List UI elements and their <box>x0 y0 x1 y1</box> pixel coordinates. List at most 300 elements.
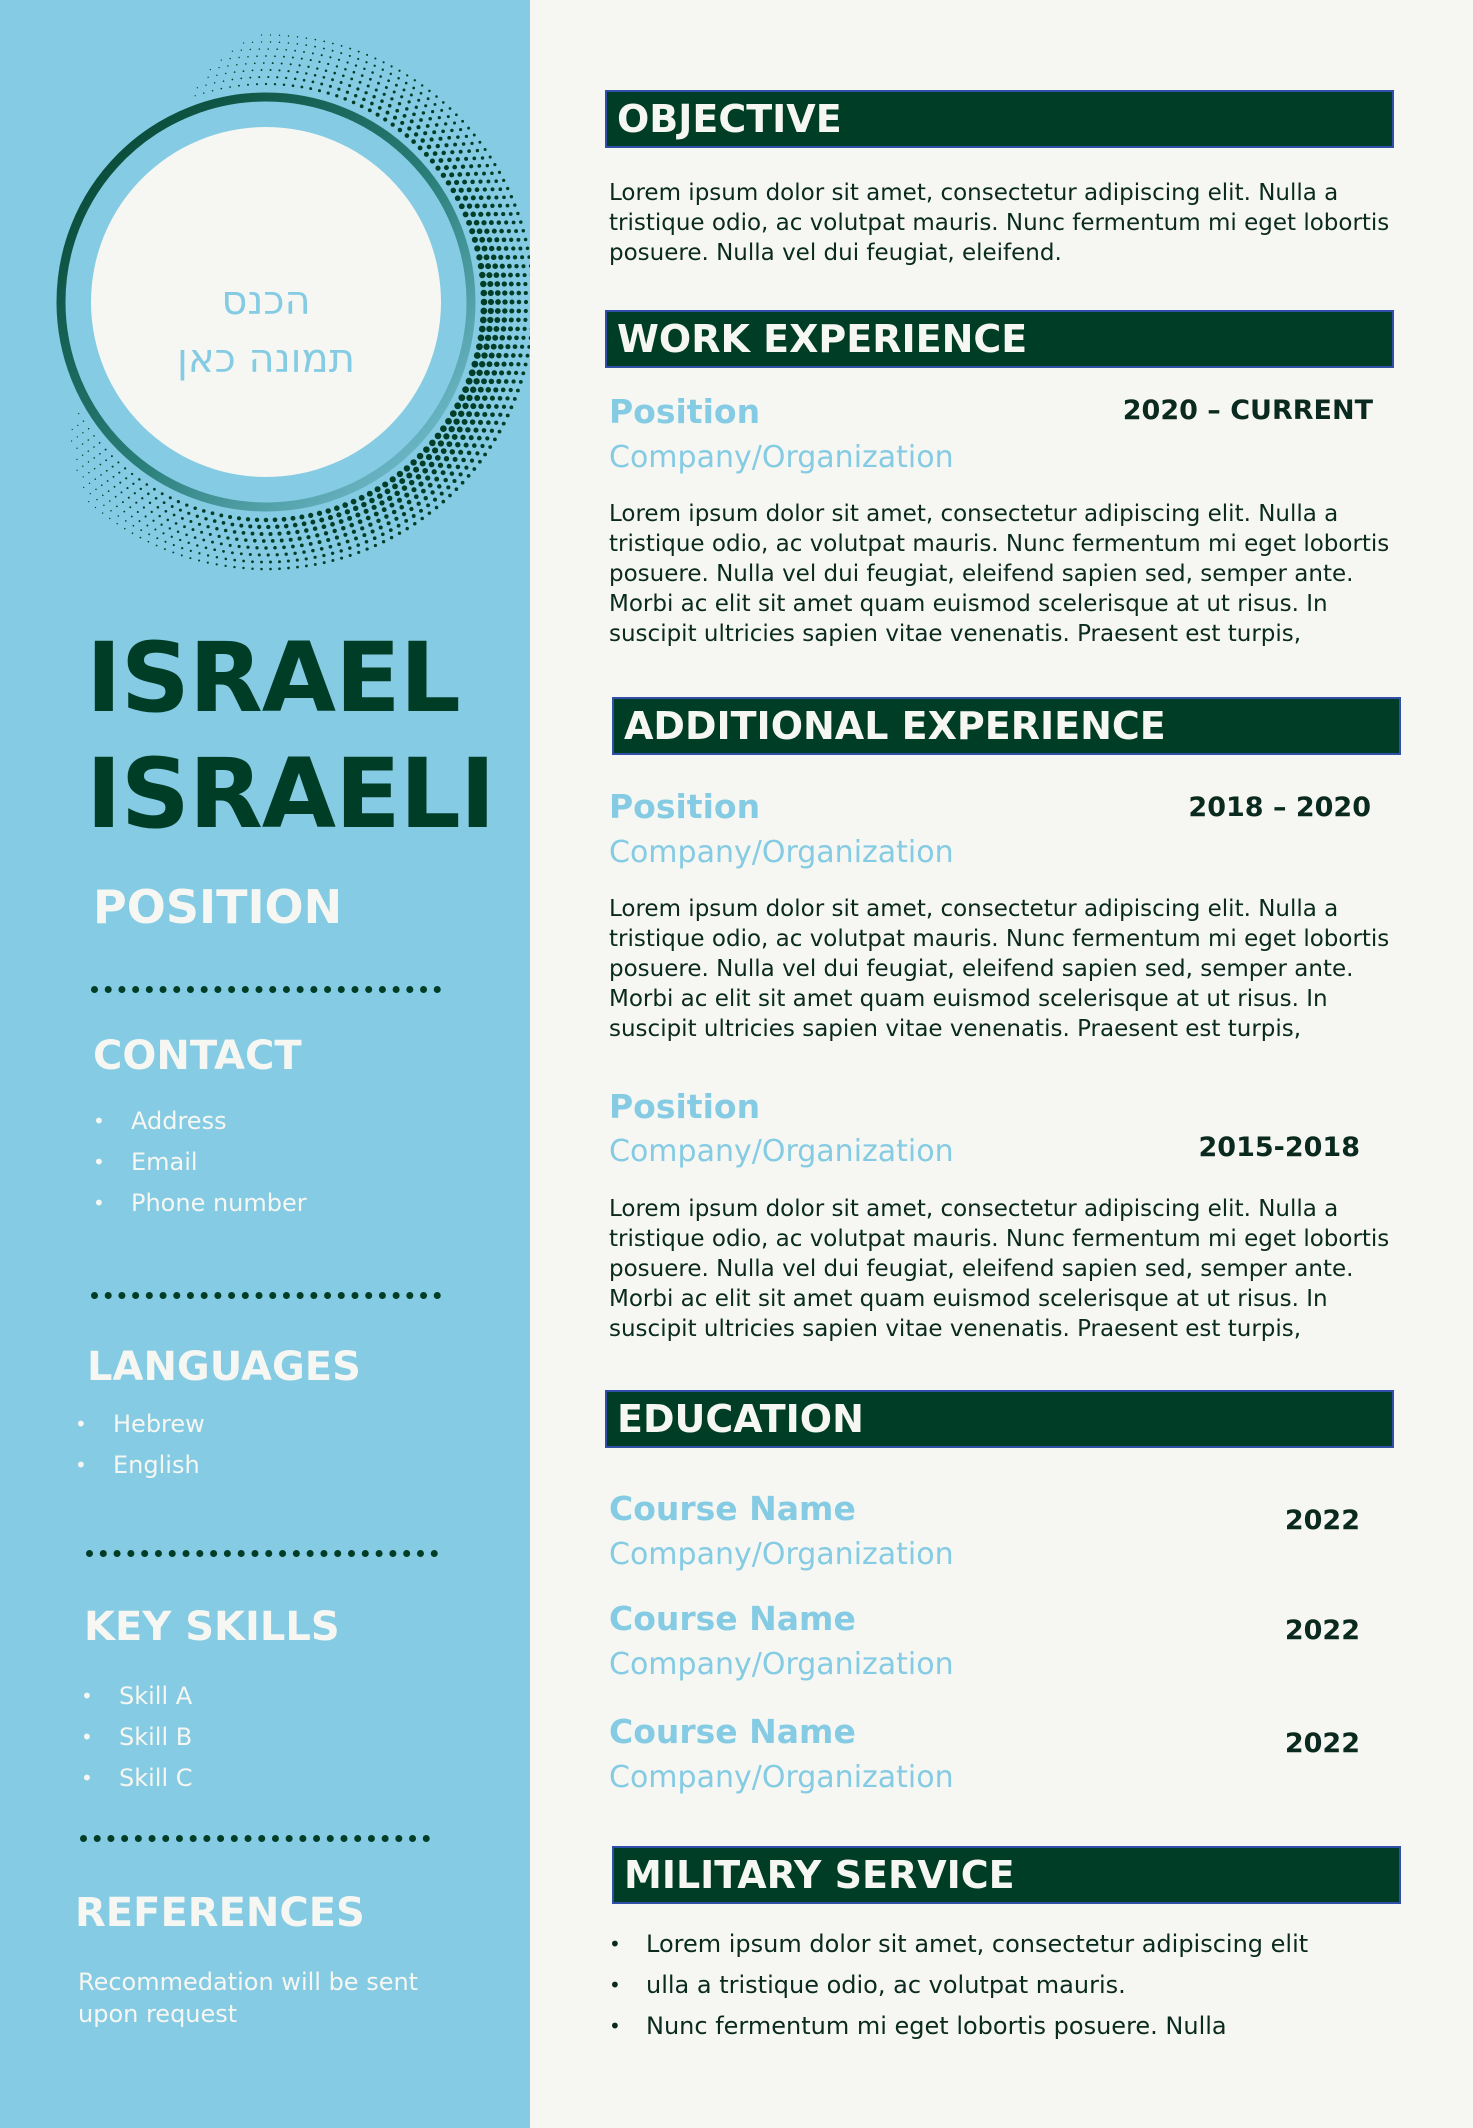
halftone-dot <box>428 117 432 121</box>
halftone-dot <box>461 120 464 123</box>
halftone-dot <box>278 567 281 570</box>
halftone-dot <box>489 246 494 251</box>
halftone-dot <box>483 187 487 191</box>
halftone-dot <box>529 264 530 268</box>
halftone-dot <box>242 531 246 535</box>
halftone-dot <box>398 102 401 105</box>
halftone-dot <box>449 107 452 110</box>
additional-dates: 2018 – 2020 <box>1188 792 1371 823</box>
halftone-dot <box>403 114 407 118</box>
halftone-dot <box>78 413 79 414</box>
halftone-dot <box>371 71 374 74</box>
halftone-dot <box>198 559 200 561</box>
halftone-dot <box>117 461 119 463</box>
halftone-dot <box>498 204 502 208</box>
halftone-dot <box>502 405 506 409</box>
halftone-dot <box>301 86 304 89</box>
halftone-dot <box>296 566 299 569</box>
halftone-dot <box>494 212 498 216</box>
halftone-dot <box>411 487 416 492</box>
halftone-dot <box>455 195 461 201</box>
halftone-dot <box>430 490 434 494</box>
halftone-dot <box>494 361 500 367</box>
halftone-dot <box>490 412 495 417</box>
halftone-dot <box>470 180 475 185</box>
halftone-dot <box>285 77 287 79</box>
halftone-dot <box>161 492 164 495</box>
halftone-dot <box>305 44 307 46</box>
halftone-dot <box>524 300 528 304</box>
halftone-dot <box>103 505 104 506</box>
halftone-dot <box>419 118 423 122</box>
halftone-dot <box>427 97 430 100</box>
halftone-dot <box>400 95 403 98</box>
halftone-dot <box>420 460 426 466</box>
halftone-dot <box>480 317 487 324</box>
halftone-dot <box>493 387 498 392</box>
halftone-dot <box>224 565 226 567</box>
halftone-dot <box>88 461 89 462</box>
halftone-dot <box>211 541 214 544</box>
additional-description: Lorem ipsum dolor sit amet, consectetur adipiscing elit. Nulla a tristique odio, ac volutpat mauris. Nunc fermentum mi eget lobortis posuere. Nulla vel dui feugiat, eleifend sapien sed, semper ante. Morbi ac elit sit amet quam euismod scelerisque at ut risus. In suscipit ultricies sapien vitae venenatis. Praesent est turpis, <box>609 896 1390 1042</box>
halftone-dot <box>314 563 317 566</box>
halftone-dot <box>294 78 297 81</box>
halftone-dot <box>325 69 328 72</box>
halftone-dot <box>404 519 408 523</box>
halftone-dot <box>216 75 217 76</box>
halftone-dot <box>431 110 434 113</box>
halftone-dot <box>95 507 96 508</box>
halftone-dot <box>305 72 307 74</box>
work-experience-heading: WORK EXPERIENCE <box>605 310 1394 368</box>
halftone-dot <box>261 34 262 35</box>
halftone-dot <box>376 113 380 117</box>
halftone-dot <box>189 557 191 559</box>
halftone-dot <box>275 524 279 528</box>
halftone-dot <box>397 77 400 80</box>
halftone-dot <box>356 87 359 90</box>
halftone-dot <box>311 549 315 553</box>
halftone-dot <box>303 79 306 82</box>
halftone-dot <box>220 542 223 545</box>
halftone-dot <box>390 73 392 75</box>
halftone-dot <box>474 220 480 226</box>
halftone-dot <box>177 531 180 534</box>
halftone-dot <box>429 440 436 447</box>
halftone-dot <box>453 121 456 124</box>
halftone-dot <box>498 255 503 260</box>
halftone-dot <box>313 556 316 559</box>
halftone-dot <box>304 528 308 532</box>
halftone-dot <box>267 76 269 78</box>
profile-photo-placeholder[interactable] <box>0 20 530 580</box>
halftone-dot <box>475 451 479 455</box>
halftone-dot <box>332 43 334 45</box>
halftone-dot <box>417 502 421 506</box>
halftone-dot <box>206 525 209 528</box>
halftone-dot <box>526 354 530 358</box>
halftone-dot <box>482 246 488 252</box>
halftone-dot <box>505 344 510 349</box>
halftone-dot <box>193 506 196 509</box>
halftone-dot <box>179 539 181 541</box>
halftone-dot <box>437 484 441 488</box>
halftone-dot <box>509 238 513 242</box>
halftone-dot <box>129 506 131 508</box>
halftone-dot <box>481 156 484 159</box>
halftone-dot <box>233 530 237 534</box>
halftone-dot <box>373 536 377 540</box>
halftone-dot <box>383 117 387 121</box>
halftone-dot <box>481 378 487 384</box>
halftone-dot <box>421 84 423 86</box>
halftone-dot <box>428 90 431 93</box>
halftone-dot <box>126 487 128 489</box>
halftone-dot <box>232 51 233 52</box>
halftone-dot <box>478 460 482 464</box>
halftone-dot <box>464 443 469 448</box>
halftone-dot <box>402 485 407 490</box>
first-name: ISRAEL <box>86 622 460 734</box>
halftone-dot <box>185 534 188 537</box>
halftone-dot <box>451 188 457 194</box>
halftone-dot <box>110 510 112 512</box>
halftone-dot <box>366 516 371 521</box>
halftone-dot <box>526 247 530 251</box>
halftone-dot <box>273 546 277 550</box>
halftone-dot <box>522 229 525 232</box>
halftone-dot <box>436 144 440 148</box>
halftone-dot <box>255 546 258 549</box>
halftone-dot <box>514 264 518 268</box>
halftone-dot <box>83 487 84 488</box>
halftone-dot <box>465 135 468 138</box>
halftone-dot <box>207 77 208 78</box>
halftone-dot <box>494 237 499 242</box>
work-description: Lorem ipsum dolor sit amet, consectetur adipiscing elit. Nulla a tristique odio, ac volutpat mauris. Nunc fermentum mi eget lobortis posuere. Nulla vel dui feugiat, eleifend sapien sed, semper ante. Morbi ac elit sit amet quam euismod scelerisque at ut risus. In suscipit ultricies sapien vitae venenatis. Praesent est turpis, <box>609 501 1390 647</box>
halftone-dot <box>513 203 516 206</box>
sidebar <box>0 0 530 2128</box>
halftone-dot <box>490 172 494 176</box>
halftone-dot <box>259 48 260 49</box>
halftone-dot <box>459 472 463 476</box>
halftone-dot <box>169 527 171 529</box>
halftone-dot <box>382 69 384 71</box>
halftone-dot <box>469 369 476 376</box>
halftone-dot <box>131 473 133 475</box>
halftone-dot <box>210 69 211 70</box>
halftone-dot <box>519 220 522 223</box>
halftone-dot <box>492 229 497 234</box>
halftone-dot <box>494 317 500 323</box>
halftone-dot <box>377 82 380 85</box>
halftone-dot <box>202 539 205 542</box>
halftone-dot <box>131 516 133 518</box>
halftone-dot <box>270 34 271 35</box>
halftone-dot <box>482 428 487 433</box>
language-item: • Hebrew <box>75 1404 205 1445</box>
halftone-dot <box>256 83 258 85</box>
halftone-dot <box>269 69 271 71</box>
halftone-dot <box>76 459 77 460</box>
divider <box>91 1292 441 1299</box>
halftone-dot <box>306 37 308 39</box>
halftone-dot <box>435 506 439 510</box>
halftone-dot <box>426 503 430 507</box>
halftone-dot <box>114 486 116 488</box>
halftone-dot <box>487 281 493 287</box>
halftone-dot <box>314 46 316 48</box>
halftone-dot <box>455 442 460 447</box>
halftone-dot <box>476 254 482 260</box>
halftone-dot <box>83 476 84 477</box>
halftone-dot <box>496 353 502 359</box>
halftone-dot <box>287 559 290 562</box>
halftone-dot <box>352 530 356 534</box>
course-name: Course Name <box>609 1712 856 1751</box>
additional-description: Lorem ipsum dolor sit amet, consectetur adipiscing elit. Nulla a tristique odio, ac volutpat mauris. Nunc fermentum mi eget lobortis posuere. Nulla vel dui feugiat, eleifend sapien sed, semper ante. Morbi ac elit sit amet quam euismod scelerisque at ut risus. In suscipit ultricies sapien vitae venenatis. Praesent est turpis, <box>609 1196 1390 1342</box>
halftone-dot <box>486 272 492 278</box>
halftone-dot <box>364 91 367 94</box>
halftone-dot <box>173 514 176 517</box>
halftone-dot <box>480 444 484 448</box>
halftone-dot <box>397 498 402 503</box>
halftone-dot <box>276 48 278 50</box>
halftone-dot <box>435 95 438 98</box>
halftone-dot <box>329 56 331 58</box>
halftone-dot <box>474 245 480 251</box>
halftone-dot <box>438 137 442 141</box>
halftone-dot <box>287 70 289 72</box>
halftone-dot <box>502 237 507 242</box>
halftone-dot <box>490 396 495 401</box>
halftone-dot <box>263 62 265 64</box>
halftone-dot <box>302 550 305 553</box>
halftone-dot <box>163 501 166 504</box>
halftone-dot <box>385 489 391 495</box>
halftone-dot <box>378 106 382 110</box>
halftone-dot <box>491 187 495 191</box>
halftone-dot <box>342 74 345 77</box>
halftone-dot <box>148 533 150 535</box>
halftone-dot <box>460 435 465 440</box>
halftone-dot <box>511 379 515 383</box>
halftone-dot <box>523 318 527 322</box>
halftone-dot <box>164 548 166 550</box>
halftone-dot <box>187 512 190 515</box>
halftone-dot <box>487 361 493 367</box>
halftone-dot <box>291 545 295 549</box>
halftone-dot <box>420 138 425 143</box>
halftone-dot <box>140 488 142 490</box>
halftone-dot <box>506 187 509 190</box>
halftone-dot <box>462 403 468 409</box>
halftone-dot <box>332 50 334 52</box>
course-company: Company/Organization <box>609 1760 954 1795</box>
halftone-dot <box>452 434 458 440</box>
halftone-dot <box>493 163 496 166</box>
halftone-dot <box>370 102 374 106</box>
halftone-dot <box>517 309 522 314</box>
halftone-dot <box>329 545 333 549</box>
halftone-dot <box>424 152 429 157</box>
halftone-dot <box>423 446 430 453</box>
halftone-dot <box>89 483 90 484</box>
course-company: Company/Organization <box>609 1647 954 1682</box>
halftone-dot <box>190 550 192 552</box>
halftone-dot <box>109 518 110 519</box>
halftone-dot <box>154 528 156 530</box>
halftone-dot <box>482 395 488 401</box>
halftone-dot <box>410 119 414 123</box>
halftone-dot <box>472 443 477 448</box>
references-heading: REFERENCES <box>75 1890 365 1936</box>
halftone-dot <box>232 79 234 81</box>
halftone-dot <box>482 172 486 176</box>
halftone-dot <box>285 553 288 556</box>
halftone-dot <box>241 50 242 51</box>
halftone-dot <box>501 326 506 331</box>
contact-email: • Email <box>93 1142 307 1183</box>
halftone-dot <box>486 420 491 425</box>
halftone-dot <box>422 468 428 474</box>
halftone-dot <box>344 68 347 71</box>
halftone-dot <box>459 128 462 131</box>
halftone-dot <box>502 317 507 322</box>
halftone-dot <box>516 389 520 393</box>
halftone-dot <box>504 379 509 384</box>
halftone-dot <box>278 560 281 563</box>
halftone-dot <box>288 42 290 44</box>
halftone-dot <box>467 187 472 192</box>
halftone-dot <box>249 77 251 79</box>
halftone-dot <box>303 51 305 53</box>
halftone-dot <box>314 74 317 77</box>
halftone-dot <box>405 133 410 138</box>
halftone-dot <box>299 514 304 519</box>
halftone-dot <box>365 540 369 544</box>
halftone-dot <box>390 97 393 100</box>
halftone-dot <box>463 195 468 200</box>
halftone-dot <box>160 524 162 526</box>
halftone-dot <box>251 567 253 569</box>
halftone-dot <box>487 195 491 199</box>
halftone-dot <box>267 48 269 50</box>
halftone-dot <box>381 532 385 536</box>
halftone-dot <box>472 467 476 471</box>
halftone-dot <box>467 127 470 130</box>
languages-list <box>75 1404 205 1486</box>
halftone-dot <box>490 204 494 208</box>
halftone-dot <box>255 518 259 522</box>
halftone-dot <box>422 111 425 114</box>
halftone-dot <box>441 129 445 133</box>
halftone-dot <box>386 111 390 115</box>
halftone-dot <box>246 517 250 521</box>
halftone-dot <box>466 395 472 401</box>
halftone-dot <box>171 505 174 508</box>
halftone-dot <box>269 561 272 564</box>
halftone-dot <box>486 387 492 393</box>
halftone-dot <box>369 78 372 81</box>
halftone-dot <box>366 54 368 56</box>
candidate-position: POSITION <box>93 880 343 934</box>
halftone-dot <box>397 471 403 477</box>
halftone-dot <box>485 436 489 440</box>
halftone-dot <box>379 75 382 78</box>
halftone-dot <box>229 86 231 88</box>
halftone-dot <box>337 542 341 546</box>
divider <box>86 1550 438 1557</box>
halftone-dot <box>496 246 501 251</box>
halftone-dot <box>509 291 514 296</box>
halftone-dot <box>494 404 499 409</box>
last-name: ISRAELI <box>86 738 495 850</box>
contact-phone: • Phone number <box>93 1183 307 1224</box>
halftone-dot <box>192 528 195 531</box>
halftone-dot <box>333 72 336 75</box>
halftone-dot <box>158 515 160 517</box>
halftone-dot <box>218 67 219 68</box>
candidate-name <box>86 620 495 852</box>
halftone-dot <box>514 335 519 340</box>
halftone-dot <box>398 532 401 535</box>
halftone-dot <box>456 465 461 470</box>
halftone-dot <box>88 501 89 502</box>
halftone-dot <box>391 65 393 67</box>
halftone-dot <box>504 220 508 224</box>
halftone-dot <box>445 418 452 425</box>
halftone-dot <box>115 496 117 498</box>
halftone-dot <box>96 499 97 500</box>
halftone-dot <box>480 308 487 315</box>
halftone-dot <box>446 485 450 489</box>
halftone-dot <box>281 63 283 65</box>
halftone-dot <box>290 63 292 65</box>
halftone-dot <box>342 502 348 508</box>
halftone-dot <box>374 512 379 517</box>
halftone-dot <box>82 443 83 444</box>
halftone-dot <box>244 538 247 542</box>
halftone-dot <box>278 69 280 71</box>
halftone-dot <box>251 532 255 536</box>
halftone-dot <box>348 84 351 87</box>
halftone-dot <box>195 95 196 96</box>
halftone-dot <box>288 35 289 36</box>
halftone-dot <box>325 508 330 513</box>
halftone-dot <box>479 272 485 278</box>
halftone-dot <box>486 164 489 167</box>
halftone-dot <box>273 517 278 522</box>
halftone-dot <box>440 492 444 496</box>
halftone-dot <box>276 76 278 78</box>
halftone-dot <box>77 436 78 437</box>
military-item: • Nunc fermentum mi eget lobortis posuere. Nulla <box>609 2006 1308 2047</box>
halftone-dot <box>358 51 360 53</box>
halftone-dot <box>323 41 325 43</box>
halftone-dot <box>524 238 528 242</box>
halftone-dot <box>456 157 460 161</box>
halftone-dot <box>318 540 322 544</box>
halftone-dot <box>518 353 522 357</box>
halftone-dot <box>407 100 410 103</box>
halftone-dot <box>248 524 252 528</box>
halftone-dot <box>403 88 406 91</box>
halftone-dot <box>444 165 449 170</box>
halftone-dot <box>358 519 363 524</box>
halftone-dot <box>481 299 488 306</box>
halftone-dot <box>252 42 253 43</box>
